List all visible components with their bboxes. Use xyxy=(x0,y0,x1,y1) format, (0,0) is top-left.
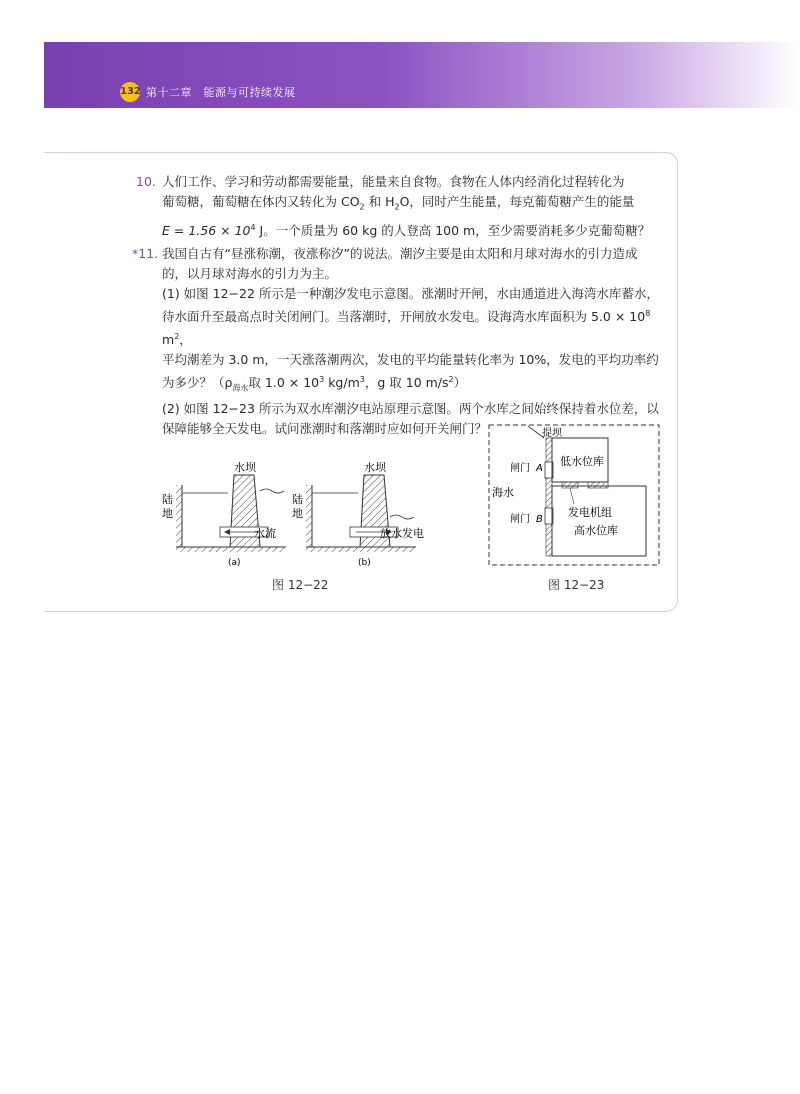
chapter-title: 第十二章 能源与可持续发展 xyxy=(146,86,296,99)
embankment-label: 提坝 xyxy=(542,428,562,439)
problem-10-line-1: 人们工作、学习和劳动都需要能量，能量来自食物。食物在人体内经消化过程转化为 xyxy=(162,174,625,189)
figure-caption: 图 12−23 xyxy=(548,578,605,592)
figure-caption: 图 12−22 xyxy=(272,578,329,592)
part-2-line-2: 保障能够全天发电。试问涨潮时和落潮时应如何开关闸门？ xyxy=(162,420,488,436)
panel-tag: (b) xyxy=(358,558,371,568)
panel-b xyxy=(292,460,424,568)
dam-label: 水坝 xyxy=(364,461,386,474)
gate-b-label: 闸门 xyxy=(510,514,530,525)
part-1-line-4: 为多少？（$\rho_{海水}$取 $1.0 \times 10^3$ $kg/m^3$，g 取 10 $m/s^2$） xyxy=(162,375,467,393)
part-1-line-1: (1) 如图 12−22 所示是一种潮汐发电示意图。涨潮时开闸，水由通道进入海湾水库蓄水， xyxy=(162,286,659,301)
high-reservoir xyxy=(552,486,646,556)
land-label: 地 xyxy=(162,507,173,520)
problem-10 xyxy=(138,172,668,241)
gate-b-letter: B xyxy=(536,514,543,525)
problem-10-line-3: $E = 1.56 \times 10^4$ J。一个质量为 60 kg 的人登高 100 m，至少需要消耗多少克葡萄糖？ xyxy=(162,222,651,238)
gate-a-label: 闸门 xyxy=(510,463,530,474)
generator-unit xyxy=(562,482,578,488)
part-1-line-3: 平均潮差为 3.0 m，一天涨落潮两次，发电的平均能量转化率为 10%，发电的平均功率约 xyxy=(162,352,659,368)
page-number-badge: 132 xyxy=(120,82,140,102)
problem-11-line-1: 我国自古有“昼涨称潮，夜涨称汐”的说法。潮汐主要是由太阳和月球对海水的引力造成 xyxy=(162,246,638,261)
problem-number: *11. xyxy=(132,246,159,261)
dam-label: 水坝 xyxy=(234,461,256,474)
land-block xyxy=(176,485,182,547)
figure-12-22 xyxy=(150,455,450,575)
flow-label: 放水发电 xyxy=(380,527,424,540)
figure-12-23 xyxy=(488,424,660,568)
high-reservoir-label: 高水位库 xyxy=(574,524,618,537)
low-reservoir-label: 低水位库 xyxy=(560,455,604,468)
embankment-wall xyxy=(546,438,552,556)
part-2-line-1: (2) 如图 12−23 所示为双水库潮汐电站原理示意图。两个水库之间始终保持着水位差，以 xyxy=(162,400,659,416)
land-label: 陆 xyxy=(162,493,173,506)
part-1-line-2: 待水面升至最高点时关闭闸门。当落潮时，开闸放水发电。设海湾水库面积为 $5.0 \times 10^8$ $m^2$， xyxy=(162,309,651,348)
problem-11-line-2: 的，以月球对海水的引力为主。 xyxy=(162,266,338,281)
problem-11 xyxy=(132,244,668,439)
land-label: 陆 xyxy=(292,493,303,506)
land-label: 地 xyxy=(292,507,303,520)
problem-10-line-2: 葡萄糖，葡萄糖在体内又转化为 $CO_2$ 和 $H_2O$，同时产生能量，每克葡萄糖产生的能量 xyxy=(162,194,635,212)
flow-label: 水流 xyxy=(254,527,276,540)
problem-number: 10. xyxy=(136,174,156,189)
panel-tag: (a) xyxy=(228,558,241,568)
outer-boundary xyxy=(489,425,659,565)
wave xyxy=(390,515,414,519)
wave xyxy=(260,489,284,493)
generator-label: 发电机组 xyxy=(568,506,612,519)
sea-label: 海水 xyxy=(492,486,514,499)
panel-a xyxy=(162,460,286,568)
gate-a-letter: A xyxy=(536,463,543,474)
